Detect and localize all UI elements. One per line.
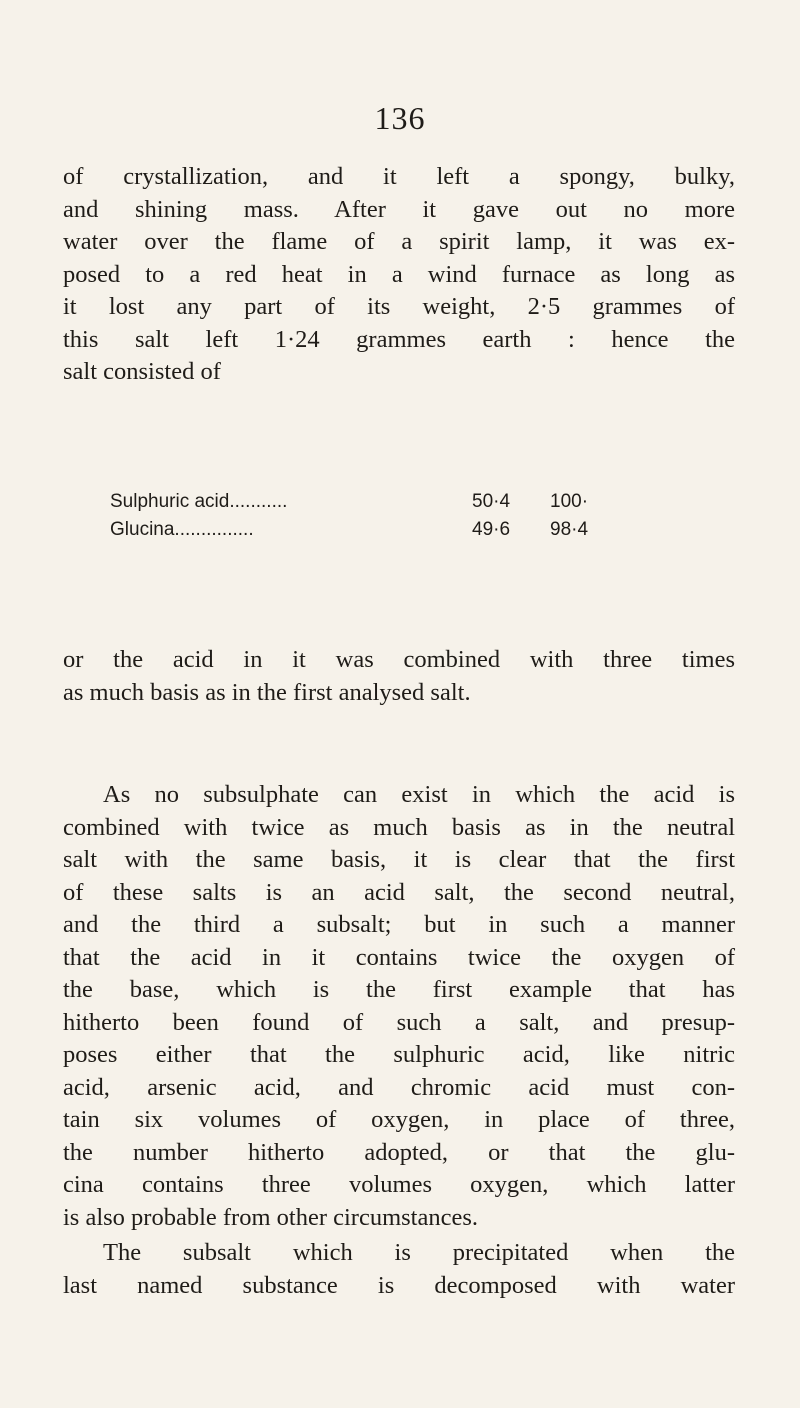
text-line: The subsalt which is precipitated when the [103,1239,735,1266]
text-line: as much basis as in the first analysed salt. [63,678,471,706]
text-line: salt consisted of [63,358,221,385]
row-percent: 49·6 [472,519,511,540]
text-line: that the acid in it contains twice the oxygen of [63,943,735,971]
page-number: 136 [374,100,426,136]
row-ratio: 98·4 [550,519,589,540]
text-line: or the acid in it was combined with three times [63,646,735,673]
text-line: it lost any part of its weight, 2·5 grammes of [63,293,735,320]
text-line: of these salts is an acid salt, the second neutral, [63,878,735,906]
text-line: poses either that the sulphuric acid, like nitric [63,1041,735,1068]
text-line: cina contains three volumes oxygen, which latter [63,1171,735,1198]
row-label: Sulphuric acid........... [110,491,288,512]
table-row [110,516,610,544]
text-line: hitherto been found of such a salt, and presup- [63,1008,735,1036]
text-line: the number hitherto adopted, or that the glu- [63,1138,735,1166]
paragraph-4 [63,1237,735,1302]
paragraph-2 [63,644,735,709]
text-line: and the third a subsalt; but in such a manner [63,911,735,938]
row-ratio: 100· [550,491,589,512]
text-line: posed to a red heat in a wind furnace as long as [63,260,735,288]
text-line: this salt left 1·24 grammes earth : hence the [63,325,735,353]
row-percent: 50·4 [472,491,511,512]
row-label: Glucina............... [110,519,254,540]
paragraph-1 [63,161,735,389]
text-line: and shining mass. After it gave out no more [63,195,735,223]
text-line: tain six volumes of oxygen, in place of three, [63,1106,735,1133]
table-row [110,488,610,516]
paragraph-3 [63,779,735,1234]
text-line: of crystallization, and it left a spongy, bulky, [63,163,735,190]
text-line: is also probable from other circumstances. [63,1203,479,1231]
text-line: As no subsulphate can exist in which the acid is [103,781,735,808]
text-line: acid, arsenic acid, and chromic acid must con- [63,1073,735,1101]
text-line: last named substance is decomposed with water [63,1271,735,1299]
text-line: the base, which is the first example that has [63,976,735,1003]
text-line: combined with twice as much basis as in the neutral [63,813,735,841]
composition-table [110,488,610,544]
text-line: salt with the same basis, it is clear that the first [63,846,735,873]
text-line: water over the flame of a spirit lamp, it was ex- [63,228,735,255]
